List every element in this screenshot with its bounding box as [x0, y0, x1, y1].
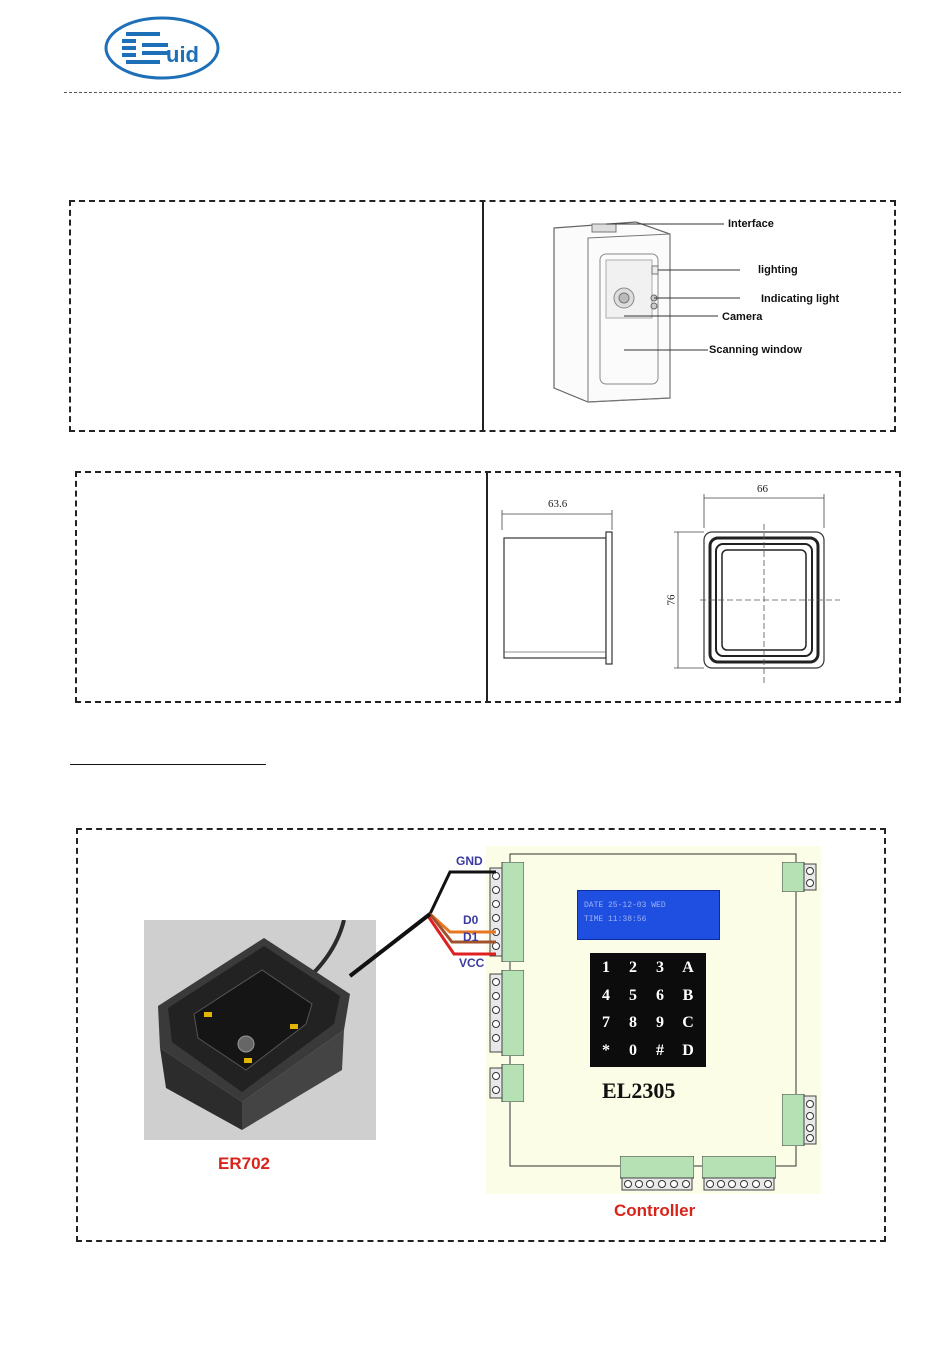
terminal-block-left-bottom	[488, 1064, 524, 1102]
front-view-drawing	[660, 484, 860, 688]
terminal-block-bottom-right	[702, 1156, 776, 1192]
header-divider	[64, 92, 901, 93]
callout-leader-lines	[540, 212, 740, 362]
key-2: 2	[629, 959, 637, 976]
depth-dimension: 63.6	[548, 498, 568, 510]
wire-label-d1: D1	[463, 930, 479, 944]
key-star: *	[602, 1042, 610, 1059]
wire-label-vcc: VCC	[459, 956, 485, 970]
wire-label-gnd: GND	[456, 854, 483, 868]
terminal-block-bottom-left	[620, 1156, 694, 1192]
lcd-line-2: TIME 11:38:56	[584, 915, 647, 924]
terminal-block-right-bottom	[782, 1094, 818, 1146]
key-6: 6	[656, 987, 664, 1004]
height-dimension: 76	[665, 594, 678, 606]
keypad	[590, 953, 706, 1067]
controller-label: Controller	[614, 1201, 696, 1220]
callout-camera: Camera	[722, 311, 763, 323]
key-8: 8	[629, 1014, 637, 1031]
side-view-drawing	[496, 500, 626, 680]
key-4: 4	[602, 987, 610, 1004]
key-c: C	[682, 1014, 694, 1031]
svg-text:uid: uid	[166, 42, 199, 67]
lcd-display	[577, 890, 720, 940]
controller-model: EL2305	[602, 1078, 676, 1103]
wire-label-d0: D0	[463, 913, 479, 927]
key-7: 7	[602, 1014, 610, 1031]
key-a: A	[682, 959, 694, 976]
key-0: 0	[629, 1042, 637, 1059]
callout-indicating-light: Indicating light	[761, 293, 840, 305]
wiring-harness	[300, 860, 510, 1000]
callout-lighting: lighting	[758, 264, 798, 276]
terminal-block-right-top	[782, 862, 818, 892]
key-5: 5	[629, 987, 637, 1004]
width-dimension: 66	[757, 483, 768, 495]
key-d: D	[682, 1042, 694, 1059]
key-hash: #	[656, 1042, 664, 1059]
key-1: 1	[602, 959, 610, 976]
callout-interface: Interface	[728, 218, 774, 230]
key-b: B	[682, 987, 694, 1004]
appearance-column-divider	[482, 201, 484, 431]
callout-scanning-window: Scanning window	[709, 344, 802, 356]
lcd-line-1: DATE 25-12-03 WED	[584, 901, 666, 910]
company-logo	[102, 14, 220, 82]
section-heading-underline	[70, 764, 266, 765]
reader-label: ER702	[218, 1154, 270, 1173]
key-9: 9	[656, 1014, 664, 1031]
key-3: 3	[656, 959, 664, 976]
dimensions-column-divider	[486, 472, 488, 702]
